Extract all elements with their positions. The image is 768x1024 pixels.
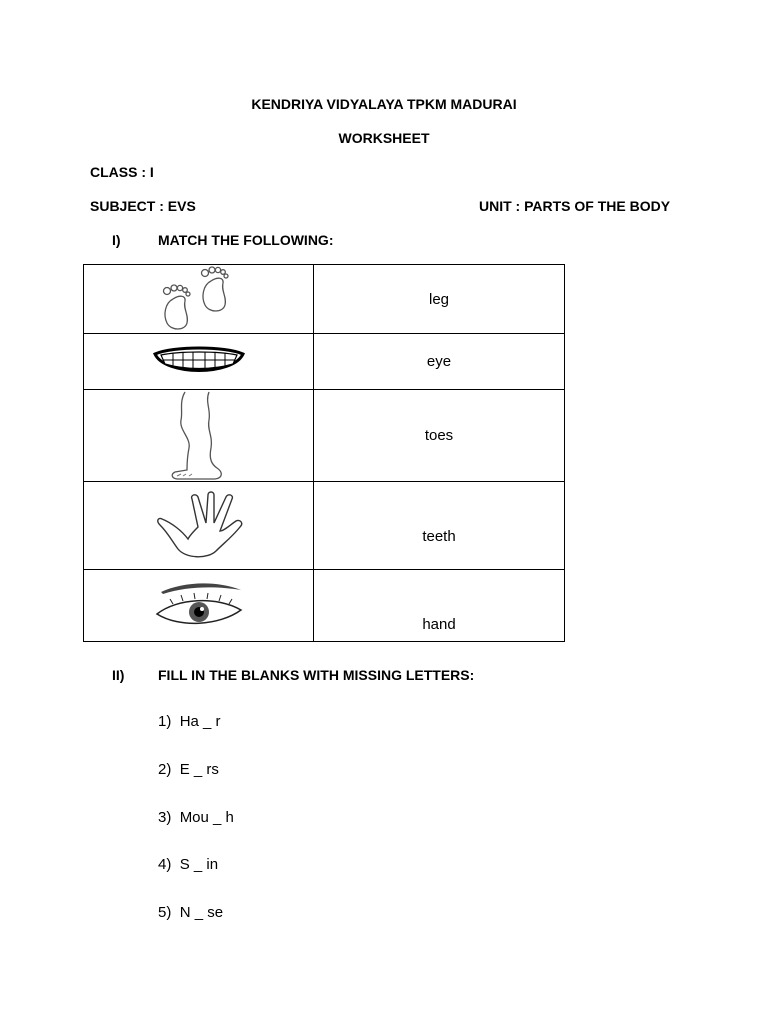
subject-label: SUBJECT : EVS	[90, 198, 196, 214]
item-text: E _ rs	[179, 761, 219, 778]
hand-icon	[154, 491, 244, 561]
unit-label: UNIT : PARTS OF THE BODY	[479, 198, 671, 214]
eye-icon	[153, 580, 245, 632]
list-item	[158, 713, 221, 730]
picture-cell	[84, 482, 314, 570]
item-number: 3)	[158, 809, 172, 826]
section1-number: I)	[112, 232, 121, 248]
picture-cell	[84, 265, 314, 334]
item-number: 5)	[158, 904, 172, 921]
match-word: eye	[426, 353, 452, 370]
item-text: N _ se	[179, 904, 224, 921]
table-row	[84, 334, 565, 390]
table-row	[84, 570, 565, 642]
school-name: KENDRIYA VIDYALAYA TPKM MADURAI	[251, 96, 517, 112]
item-number: 2)	[158, 761, 172, 778]
feet-icon	[155, 265, 243, 333]
match-word: toes	[424, 427, 454, 444]
list-item	[158, 856, 218, 873]
picture-cell	[84, 390, 314, 482]
match-word: leg	[428, 290, 450, 308]
item-number: 1)	[158, 713, 172, 730]
list-item	[158, 904, 223, 921]
table-row	[84, 482, 565, 570]
word-cell	[314, 334, 565, 390]
table-row	[84, 265, 565, 334]
class-label: CLASS : I	[90, 164, 154, 180]
item-text: S _ in	[179, 856, 219, 873]
item-text: Ha _ r	[179, 713, 221, 730]
word-cell	[314, 390, 565, 482]
match-table	[83, 264, 565, 642]
list-item	[158, 761, 219, 778]
picture-cell	[84, 570, 314, 642]
match-word: hand	[422, 616, 456, 633]
list-item	[158, 809, 234, 826]
word-cell	[314, 482, 565, 570]
item-text: Mou _ h	[179, 809, 234, 826]
item-number: 4)	[158, 856, 172, 873]
section2-number: II)	[112, 667, 125, 683]
picture-cell	[84, 334, 314, 390]
mouth-teeth-icon	[153, 342, 245, 382]
word-cell	[314, 265, 565, 334]
section2-heading: FILL IN THE BLANKS WITH MISSING LETTERS:	[158, 667, 475, 683]
table-row	[84, 390, 565, 482]
section1-heading: MATCH THE FOLLOWING:	[158, 232, 334, 248]
word-cell	[314, 570, 565, 642]
worksheet-title: WORKSHEET	[338, 130, 430, 146]
match-word: teeth	[422, 528, 456, 545]
leg-icon	[169, 390, 229, 481]
